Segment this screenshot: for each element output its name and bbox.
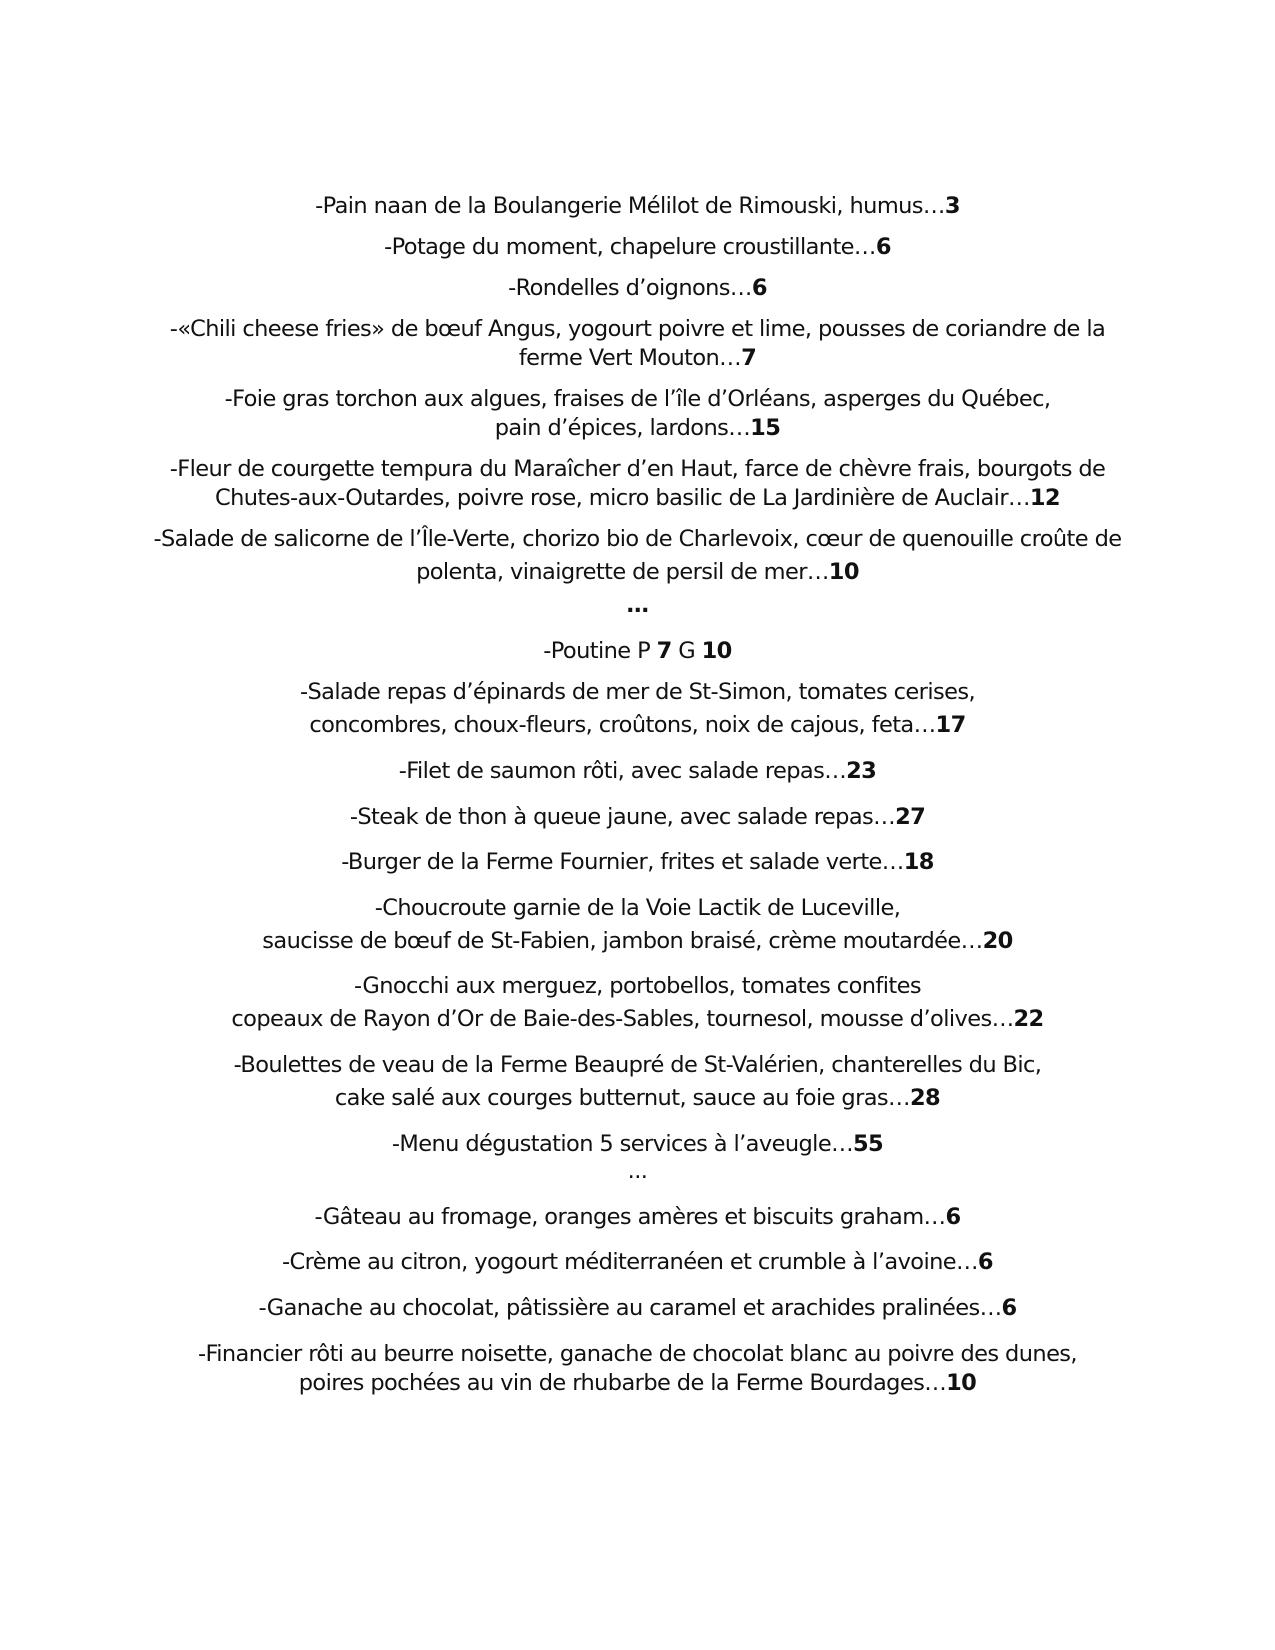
menu-item-line: -Fleur de courgette tempura du Maraîcher d’en Haut, farce de chèvre frais, bourgots de bbox=[169, 456, 1106, 482]
menu-item-line: concombres, choux-fleurs, croûtons, noix de cajous, feta…17 bbox=[309, 712, 966, 738]
menu-item-price: 10 bbox=[701, 638, 732, 664]
menu-item-line: poires pochées au vin de rhubarbe de la Ferme Bourdages…10 bbox=[298, 1370, 977, 1396]
menu-item-line: -Boulettes de veau de la Ferme Beaupré de St-Valérien, chanterelles du Bic, bbox=[233, 1052, 1042, 1078]
menu-item-price: 55 bbox=[852, 1131, 884, 1157]
menu-item-line: -Poutine P 7 G 10 bbox=[543, 638, 732, 664]
menu-item-line: -Potage du moment, chapelure croustillante…6 bbox=[384, 234, 891, 260]
menu-item-price: 20 bbox=[982, 928, 1013, 954]
section-separator: … bbox=[626, 592, 649, 618]
menu-item-price: 12 bbox=[1029, 485, 1060, 511]
menu-item-price: 6 bbox=[945, 1204, 961, 1230]
menu-item-line: -Salade repas d’épinards de mer de St-Simon, tomates cerises, bbox=[299, 679, 976, 705]
menu-item-line: -Menu dégustation 5 services à l’aveugle…55 bbox=[391, 1131, 884, 1157]
menu-item-line: -Crème au citron, yogourt méditerranéen et crumble à l’avoine…6 bbox=[282, 1249, 993, 1275]
menu-item-price: 3 bbox=[944, 193, 960, 219]
menu-item-price: 7 bbox=[741, 345, 757, 371]
menu-item-line: -Rondelles d’oignons…6 bbox=[508, 275, 767, 301]
menu-item-line: -Pain naan de la Boulangerie Mélilot de Rimouski, humus…3 bbox=[315, 193, 960, 219]
menu-item-price: 18 bbox=[903, 849, 934, 875]
menu-item-line: -Ganache au chocolat, pâtissière au caramel et arachides pralinées…6 bbox=[258, 1295, 1017, 1321]
section-separator: ... bbox=[627, 1158, 648, 1184]
menu-item-line: -Burger de la Ferme Fournier, frites et salade verte…18 bbox=[341, 849, 934, 875]
menu-item-line: cake salé aux courges butternut, sauce au foie gras…28 bbox=[334, 1085, 941, 1111]
menu-item-line: copeaux de Rayon d’Or de Baie-des-Sables, tournesol, mousse d’olives…22 bbox=[231, 1006, 1044, 1032]
menu-item-price: 10 bbox=[946, 1370, 977, 1396]
menu-item-price: 17 bbox=[935, 712, 966, 738]
menu-item-price: 7 bbox=[656, 638, 672, 664]
menu-item-line: polenta, vinaigrette de persil de mer…10 bbox=[416, 559, 859, 585]
menu-item-line: -Steak de thon à queue jaune, avec salade repas…27 bbox=[349, 804, 926, 830]
menu-item-line: Chutes-aux-Outardes, poivre rose, micro basilic de La Jardinière de Auclair…12 bbox=[214, 485, 1060, 511]
menu-item-price: 6 bbox=[875, 234, 891, 260]
menu-item-line: -Salade de salicorne de l’Île-Verte, chorizo bio de Charlevoix, cœur de quenouille croûte de bbox=[153, 526, 1122, 552]
menu-item-price: 22 bbox=[1013, 1006, 1044, 1032]
menu-item-line: -Financier rôti au beurre noisette, ganache de chocolat blanc au poivre des dunes, bbox=[198, 1341, 1077, 1367]
menu-item-line: -Gâteau au fromage, oranges amères et biscuits graham…6 bbox=[314, 1204, 961, 1230]
menu-item-line: saucisse de bœuf de St-Fabien, jambon braisé, crème moutardée…20 bbox=[262, 928, 1013, 954]
menu-item-price: 15 bbox=[750, 415, 781, 441]
menu-item-price: 10 bbox=[828, 559, 859, 585]
menu-item-line: -Gnocchi aux merguez, portobellos, tomates confites bbox=[354, 973, 921, 999]
menu-item-line: -Filet de saumon rôti, avec salade repas…23 bbox=[398, 758, 877, 784]
menu-item-line: -Foie gras torchon aux algues, fraises de l’île d’Orléans, asperges du Québec, bbox=[224, 386, 1051, 412]
menu-item-line: -«Chili cheese fries» de bœuf Angus, yogourt poivre et lime, pousses de coriandre de la bbox=[169, 316, 1106, 342]
menu-item-line: pain d’épices, lardons…15 bbox=[494, 415, 781, 441]
menu-item-price: 28 bbox=[909, 1085, 941, 1111]
menu-item-price: 27 bbox=[895, 804, 926, 830]
menu-item-line: -Choucroute garnie de la Voie Lactik de Luceville, bbox=[374, 895, 901, 921]
menu-item-price: 6 bbox=[1001, 1295, 1017, 1321]
menu-item-price: 6 bbox=[977, 1249, 993, 1275]
menu-item-price: 6 bbox=[751, 275, 767, 301]
menu-item-price: 23 bbox=[846, 758, 877, 784]
menu-item-line: ferme Vert Mouton…7 bbox=[518, 345, 757, 371]
